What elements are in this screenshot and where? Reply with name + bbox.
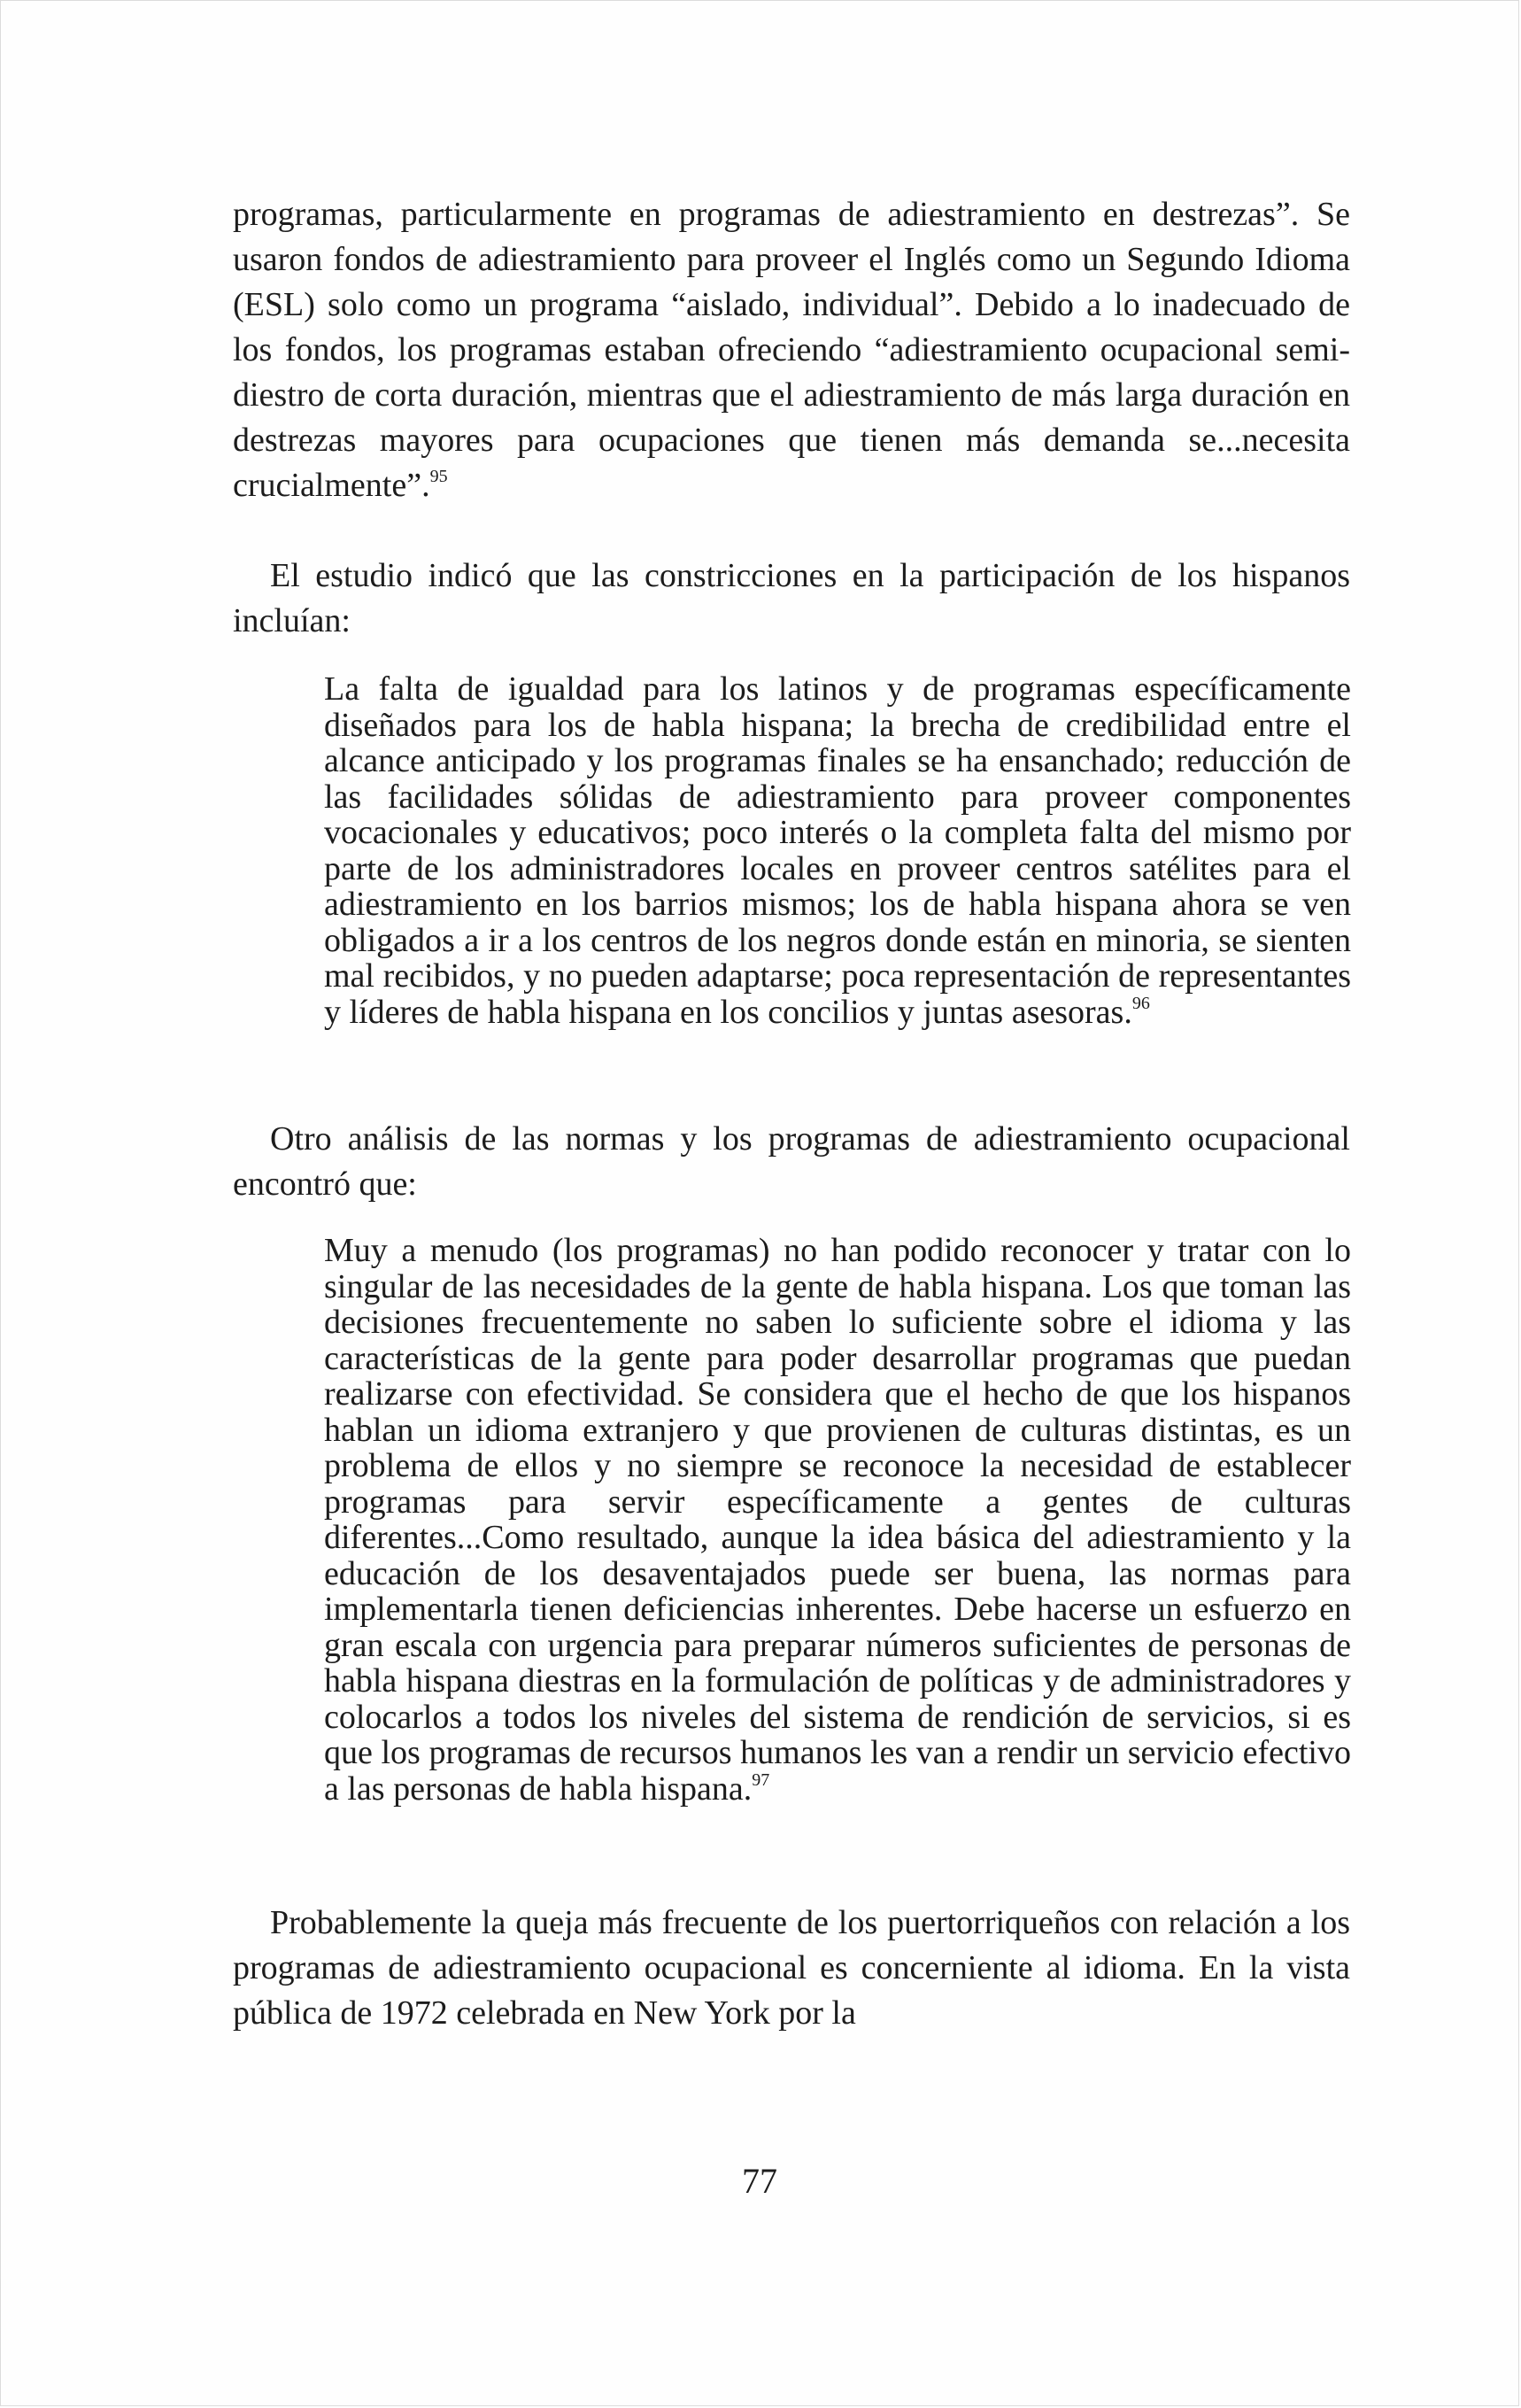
quote-text: La falta de igualdad para los latinos y de programas específicamente diseñados para los de habla hispana; la brecha de credibilidad entre el alcance anticipado y los programas finales se ha ensanchado; reducción de las facilidades sólidas de adiestramiento para proveer componentes vocacionales y educativos; poco interés o la completa falta del mismo por parte de los administradores locales en proveer centros satélites para el adiestramiento en los barrios mismos; los de habla hispana ahora se ven obligados a ir a los centros de los negros donde están en minoria, se sienten mal recibidos, y no pueden adaptarse; poca representación de representantes y líderes de habla hispana en los concilios y juntas asesoras. xyxy=(324,670,1351,1031)
paragraph-text: programas, particularmente en programas de adiestramiento en destrezas”. Se usaron fondos de adiestramiento para proveer el Inglés como un Segundo Idioma (ESL) solo como un programa “aislado, individual”. Debido a lo inadecuado de los fondos, los programas estaban ofreciendo “adiestramiento ocupacional semi-diestro de corta duración, mientras que el adiestramiento de más larga duración en destrezas mayores para ocupaciones que tienen más demanda se...necesita crucialmente”. xyxy=(233,196,1350,504)
page-number: 77 xyxy=(742,2161,777,2201)
footnote-marker: 95 xyxy=(429,467,448,486)
paragraph-text: Otro análisis de las normas y los programas de adiestramiento ocupacional encontró que: xyxy=(233,1120,1350,1203)
quote-text: Muy a menudo (los programas) no han podido reconocer y tratar con lo singular de las necesidades de la gente de habla hispana. Los que toman las decisiones frecuentemente no saben lo suficiente sobre el idioma y las características de la gente para poder desarrollar programas que puedan realizarse con efectividad. Se considera que el hecho de que los hispanos hablan un idioma extranjero y que provienen de culturas distintas, es un problema de ellos y no siempre se reconoce la necesidad de establecer programas para servir específicamente a gentes de culturas diferentes...Como resultado, aunque la idea básica del adiestramiento y la educación de los desaventajados puede ser buena, las normas para implementarla tienen deficiencias inherentes. Debe hacerse un esfuerzo en gran escala con urgencia para preparar números suficientes de personas de habla hispana diestras en la formulación de políticas y de administradores y colocarlos a todos los niveles del sistema de rendición de servicios, si es que los programas de recursos humanos les van a rendir un servicio efectivo a las personas de habla hispana. xyxy=(324,1232,1351,1808)
paragraph-study xyxy=(233,554,1350,644)
footnote-marker: 96 xyxy=(1131,993,1150,1013)
paragraph-text: El estudio indicó que las constricciones en la participación de los hispanos incluían: xyxy=(233,557,1350,639)
paragraph-complaint xyxy=(233,1901,1350,2036)
paragraph-analysis xyxy=(233,1117,1350,1207)
block-quote-2 xyxy=(324,1233,1351,1807)
paragraph-text: Probablemente la queja más frecuente de los puertorriqueños con relación a los programas de adiestramiento ocupacional es concerniente al idioma. En la vista pública de 1972 celebrada en New York por la xyxy=(233,1904,1350,2032)
footnote-marker: 97 xyxy=(752,1769,770,1790)
block-quote-1 xyxy=(324,671,1351,1030)
paragraph-continuation xyxy=(233,192,1350,508)
